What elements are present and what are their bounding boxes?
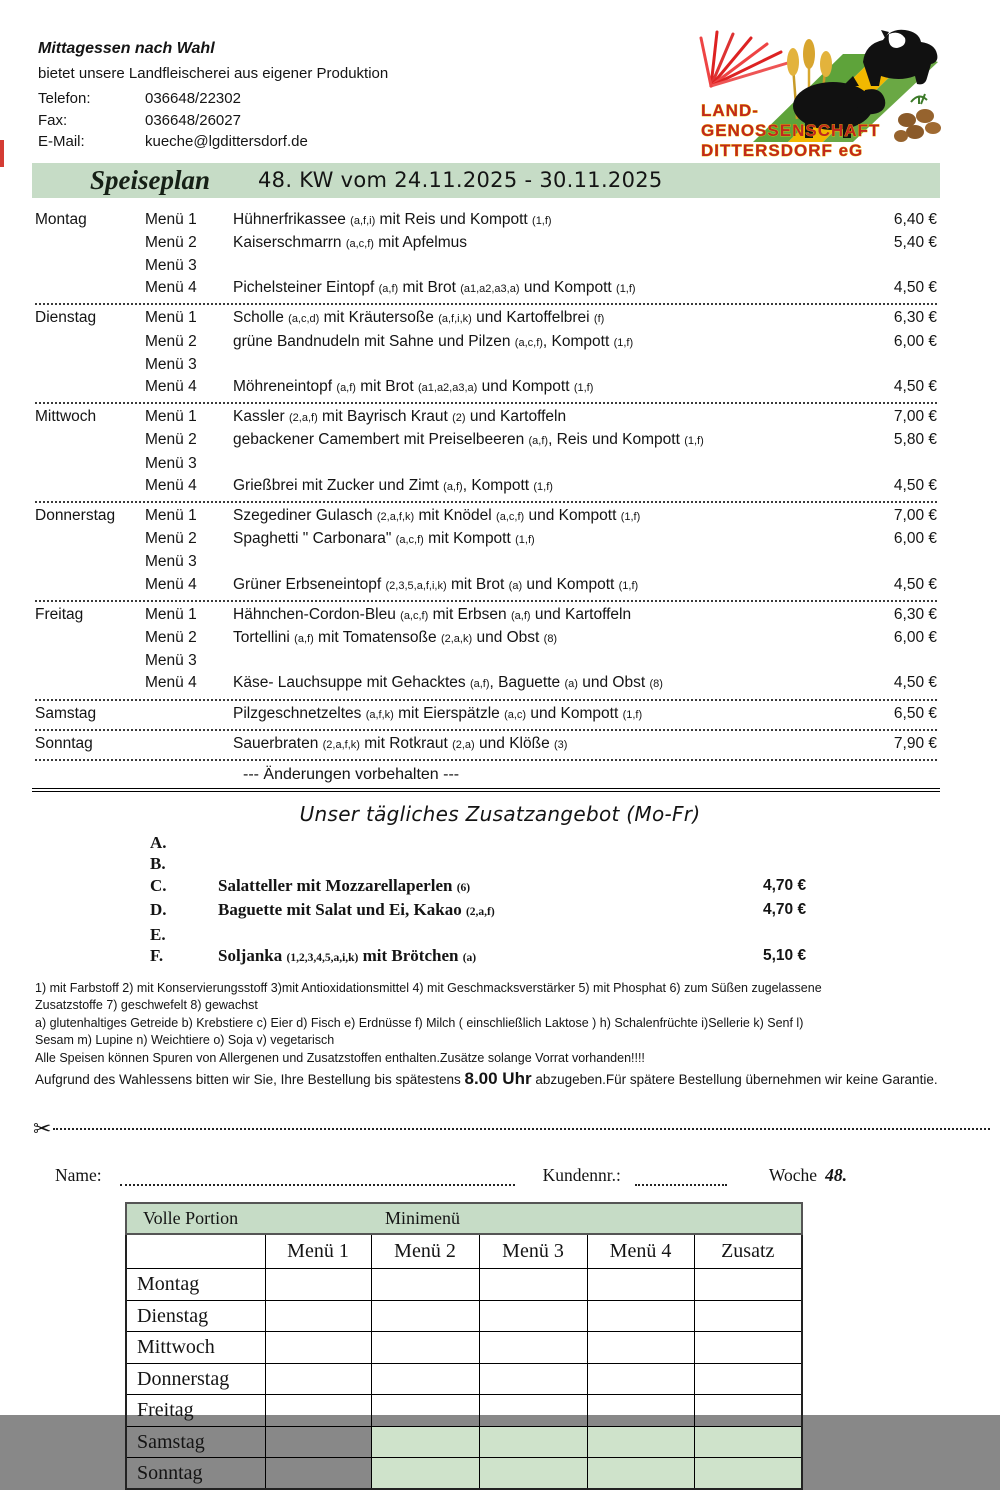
deadline-time: 8.00 Uhr [464, 1069, 532, 1089]
allergen-codes: (a,f) [469, 678, 490, 691]
order-cell[interactable] [479, 1363, 587, 1395]
dish-name [233, 255, 849, 277]
allergen-codes: (a,f) [528, 435, 549, 448]
potatoes-icon [894, 94, 941, 142]
allergen-codes: (6) [456, 881, 471, 894]
company-logo [693, 24, 945, 162]
menu-row [35, 354, 937, 376]
extras-row [150, 853, 1000, 875]
name-field[interactable] [120, 1166, 515, 1186]
allergen-codes: (1,f) [618, 579, 639, 592]
order-cell[interactable] [694, 1363, 802, 1395]
allergen-codes: (1,f) [573, 381, 594, 394]
table-day-cell: Montag [126, 1269, 265, 1301]
extras-price: 5,10 € [763, 947, 807, 965]
dish-name [233, 551, 849, 573]
customer-number-field[interactable] [635, 1166, 727, 1186]
order-cell[interactable] [479, 1426, 587, 1458]
dish-price: 4,50 € [893, 279, 937, 297]
dish-price: 6,50 € [893, 704, 937, 722]
menu-row [35, 307, 937, 330]
menu-row [35, 703, 937, 726]
menu-number-label: Menü 1 [145, 210, 197, 228]
order-cell[interactable] [694, 1300, 802, 1332]
order-cell[interactable] [694, 1332, 802, 1364]
dish-price: 5,80 € [893, 431, 937, 449]
order-cell[interactable] [265, 1332, 371, 1364]
table-day-cell: Mittwoch [126, 1332, 265, 1364]
telefon-value: 036648/22302 [145, 90, 241, 107]
extras-row [150, 832, 1000, 854]
day-label [35, 429, 145, 452]
column-header-menü-4: Menü 4 [587, 1234, 694, 1269]
day-label [35, 331, 145, 354]
menu-number-label: Menü 2 [145, 530, 197, 548]
allergen-codes: (1,f) [613, 336, 634, 349]
table-row [126, 1426, 802, 1458]
allergen-codes: (2,3,5,a,f,i,k) [385, 579, 447, 592]
extras-row [150, 924, 1000, 946]
menu-number-label: Menü 4 [145, 279, 197, 297]
footnote-line: 1) mit Farbstoff 2) mit Konservierungsstoff 3)mit Antioxidationsmittel 4) mit Geschmacksverstärker 5) mit Phosphat 6) zum Süßen zugelassene [35, 980, 822, 995]
menu-row [35, 277, 937, 300]
allergen-codes: (a1,a2,a3,a) [460, 283, 520, 296]
extras-letter: A. [150, 832, 167, 852]
table-row [126, 1395, 802, 1427]
changes-note: --- Änderungen vorbehalten --- [243, 765, 460, 783]
order-cell[interactable] [587, 1395, 694, 1427]
cut-dotted-line [53, 1128, 990, 1130]
allergen-codes: (2,a,f,k) [376, 510, 415, 523]
menu-number-label: Menü 4 [145, 377, 197, 395]
menu-number-label: Menü 4 [145, 575, 197, 593]
menu-number-label: Menü 1 [145, 506, 197, 524]
menu-row [35, 429, 937, 452]
day-label: Montag [35, 210, 87, 228]
allergen-codes: (2,a) [452, 738, 475, 751]
dish-name: Pilzgeschnetzeltes (a,f,k) mit Eierspätzle (a,c) und Kompott (1,f) [233, 704, 643, 722]
dish-name [233, 354, 849, 376]
menu-number-label: Menü 3 [145, 256, 197, 274]
allergen-codes: (a,c,f) [496, 510, 525, 523]
dish-price: 6,30 € [893, 605, 937, 623]
menu-row [35, 376, 937, 399]
allergen-codes: (a,f) [378, 283, 399, 296]
menu-number-label: Menü 2 [145, 233, 197, 251]
order-cell[interactable] [587, 1269, 694, 1301]
extras-title: Unser tägliches Zusatzangebot (Mo-Fr) [299, 801, 701, 826]
day-label [35, 551, 145, 573]
allergen-codes: (1,f) [616, 283, 636, 296]
order-cell[interactable] [479, 1332, 587, 1364]
menu-row [35, 574, 937, 597]
dish-name: Grüner Erbseneintopf (2,3,5,a,f,i,k) mit Brot (a) und Kompott (1,f) [233, 575, 639, 593]
footnote-line: Sesam m) Lupine n) Weichtiere o) Soja v) vegetarisch [35, 1033, 335, 1048]
extras-dish: Soljanka (1,2,3,4,5,a,i,k) mit Brötchen (a) [218, 946, 477, 966]
menu-row [35, 406, 937, 429]
scissors-icon: ✂ [33, 1115, 52, 1141]
menu-row [35, 733, 937, 756]
order-cell[interactable] [479, 1458, 587, 1490]
order-cell[interactable] [694, 1395, 802, 1427]
day-label [35, 650, 145, 672]
dish-name: Hühnerfrikassee (a,f,i) mit Reis und Kompott (1,f) [233, 210, 552, 228]
dish-price: 5,40 € [893, 233, 937, 251]
deadline-pre: Aufgrund des Wahlessens bitten wir Sie, Ihre Bestellung bis spätestens [35, 1072, 465, 1088]
dish-price: 4,50 € [893, 377, 937, 395]
allergen-disclaimer: Alle Speisen können Spuren von Allergenen und Zusatzstoffen enthalten.Zusätze solange Vorrat vorhanden!!!! [35, 1050, 645, 1065]
dish-name: gebackener Camembert mit Preiselbeeren (a,f), Reis und Kompott (1,f) [233, 431, 704, 449]
extras-letter: E. [150, 924, 166, 944]
allergen-codes: (8) [543, 632, 558, 645]
extras-price [763, 832, 1000, 854]
allergen-codes: (2,a,f) [465, 906, 495, 919]
allergen-codes: (a) [564, 678, 578, 691]
dish-name: Käse- Lauchsuppe mit Gehacktes (a,f), Baguette (a) und Obst (8) [233, 674, 663, 692]
extras-dish [218, 853, 763, 875]
title-band [32, 163, 940, 198]
column-header-zusatz: Zusatz [694, 1234, 802, 1269]
order-cell[interactable] [694, 1458, 802, 1490]
extras-row [150, 899, 1000, 924]
week-range: 48. KW vom 24.11.2025 - 30.11.2025 [258, 168, 663, 192]
menu-row [35, 650, 937, 672]
logo-text-line3: DITTERSDORF eG [701, 141, 864, 160]
day-label: Mittwoch [35, 408, 97, 426]
table-row [126, 1269, 802, 1301]
menu-row [35, 475, 937, 498]
day-label [35, 232, 145, 255]
day-block [35, 731, 937, 761]
table-row [126, 1300, 802, 1332]
header-subtitle: bietet unsere Landfleischerei aus eigener Produktion [38, 65, 389, 82]
day-label [35, 627, 145, 650]
day-block [35, 305, 937, 404]
logo-graphic [693, 24, 945, 162]
order-cell[interactable] [694, 1426, 802, 1458]
table-day-cell: Sonntag [126, 1458, 265, 1490]
dish-price: 6,40 € [893, 210, 937, 228]
day-label [35, 672, 145, 695]
order-table [125, 1202, 803, 1490]
menu-number-label [145, 733, 233, 756]
allergen-codes: (1,f) [532, 214, 552, 227]
order-cell[interactable] [371, 1426, 479, 1458]
order-cell[interactable] [371, 1363, 479, 1395]
menu-number-label: Menü 1 [145, 605, 197, 623]
order-cell[interactable] [479, 1395, 587, 1427]
allergen-codes: (a1,a2,a3,a) [417, 381, 478, 394]
dish-price [849, 650, 937, 672]
menu-row [35, 505, 937, 528]
menu-days [35, 207, 937, 761]
day-label [35, 453, 145, 475]
dish-name: Scholle (a,c,d) mit Kräutersoße (a,f,i,k) und Kartoffelbrei (f) [233, 309, 605, 327]
mini-menu-label: Minimenü [385, 1207, 460, 1228]
menu-row [35, 232, 937, 255]
allergen-codes: (1,f) [533, 480, 553, 493]
menu-number-label [145, 703, 233, 726]
menu-number-label: Menü 1 [145, 309, 197, 327]
table-day-cell: Freitag [126, 1395, 265, 1427]
dish-price: 6,00 € [893, 332, 937, 350]
dish-name: Sauerbraten (2,a,f,k) mit Rotkraut (2,a) und Klöße (3) [233, 734, 568, 752]
extras-price [763, 924, 1000, 946]
telefon-label: Telefon: [38, 90, 91, 107]
allergen-codes: (2,a,f,k) [322, 738, 360, 751]
extras-dish [218, 832, 763, 854]
extras-row [150, 875, 1000, 900]
allergen-codes: (8) [649, 678, 663, 691]
allergen-codes: (a,f) [336, 381, 356, 394]
dish-price: 7,00 € [893, 506, 937, 524]
extras-price [763, 853, 1000, 875]
dish-name: Grießbrei mit Zucker und Zimt (a,f), Kompott (1,f) [233, 476, 553, 494]
table-row [126, 1458, 802, 1490]
order-cell[interactable] [371, 1458, 479, 1490]
dish-name: grüne Bandnudeln mit Sahne und Pilzen (a,c,f), Kompott (1,f) [233, 332, 634, 350]
contact-block [38, 88, 458, 153]
table-band-cell [126, 1203, 802, 1234]
dish-price: 6,00 € [893, 530, 937, 548]
table-day-cell: Donnerstag [126, 1363, 265, 1395]
fax-value: 036648/26027 [145, 111, 241, 129]
dish-name: Möhreneintopf (a,f) mit Brot (a1,a2,a3,a) und Kompott (1,f) [233, 377, 594, 395]
allergen-codes: (2,a,k) [440, 632, 473, 645]
menu-row [35, 255, 937, 277]
table-row [126, 1332, 802, 1364]
order-cell[interactable] [694, 1269, 802, 1301]
table-day-cell: Samstag [126, 1426, 265, 1458]
allergen-codes: (a,c,f) [514, 336, 543, 349]
day-label [35, 475, 145, 498]
day-label: Freitag [35, 605, 84, 623]
scan-edge-mark [0, 140, 4, 167]
allergen-codes: (a,f,i,k) [438, 313, 472, 326]
customer-number-label: Kundennr.: [542, 1164, 621, 1185]
footnotes [35, 980, 965, 1089]
name-label: Name: [55, 1164, 102, 1185]
menu-number-label: Menü 2 [145, 431, 197, 449]
day-label [35, 528, 145, 551]
dish-price: 4,50 € [893, 575, 937, 593]
dish-name: Hähnchen-Cordon-Bleu (a,c,f) mit Erbsen (a,f) und Kartoffeln [233, 605, 632, 623]
menu-row [35, 528, 937, 551]
extras-price: 4,70 € [763, 901, 807, 919]
order-cell[interactable] [265, 1458, 371, 1490]
dish-price [849, 453, 937, 475]
allergen-codes: (a,f) [294, 632, 314, 645]
allergen-codes: (a,c,f) [400, 609, 429, 622]
extras-dish: Baguette mit Salat und Ei, Kakao (2,a,f) [218, 900, 495, 920]
day-label: Dienstag [35, 309, 97, 327]
dish-price: 6,30 € [893, 309, 937, 327]
sun-rays-icon [701, 32, 791, 86]
menu-number-label: Menü 3 [145, 454, 197, 472]
day-label [35, 277, 145, 300]
dish-price: 4,50 € [893, 476, 937, 494]
dish-price: 4,50 € [893, 674, 937, 692]
menu-row [35, 627, 937, 650]
day-block [35, 503, 937, 602]
extras-dish: Salatteller mit Mozzarellaperlen (6) [218, 875, 471, 895]
day-block [35, 602, 937, 701]
menu-row [35, 551, 937, 573]
order-cell[interactable] [587, 1363, 694, 1395]
week-label: Woche [768, 1164, 818, 1185]
menu-row [35, 209, 937, 232]
order-deadline-note [35, 1070, 965, 1089]
day-label [35, 255, 145, 277]
table-day-cell: Dienstag [126, 1300, 265, 1332]
column-header-empty [126, 1234, 265, 1269]
allergen-codes: (3) [554, 738, 568, 751]
deadline-post: abzugeben.Für spätere Bestellung übernehmen wir keine Garantie. [531, 1072, 938, 1088]
menu-number-label: Menü 4 [145, 674, 197, 692]
menu-row [35, 604, 937, 627]
menu-number-label: Menü 3 [145, 553, 197, 571]
dish-price: 7,00 € [893, 408, 937, 426]
allergen-codes: (a,f,i) [350, 214, 376, 227]
day-label [35, 574, 145, 597]
order-cell[interactable] [371, 1332, 479, 1364]
order-cell[interactable] [265, 1395, 371, 1427]
email-label: E-Mail: [38, 133, 85, 150]
day-label [35, 376, 145, 399]
allergen-codes: (1,2,3,4,5,a,i,k) [286, 952, 359, 965]
order-cell[interactable] [587, 1426, 694, 1458]
allergen-codes: (f) [593, 313, 605, 326]
allergen-codes: (2,a,f) [289, 412, 318, 425]
order-cell[interactable] [479, 1300, 587, 1332]
section-divider [32, 788, 940, 792]
dish-price: 7,90 € [893, 734, 937, 752]
footnote-line: Zusatzstoffe 7) geschwefelt 8) gewachst [35, 998, 258, 1013]
order-cell[interactable] [371, 1300, 479, 1332]
day-label: Samstag [35, 704, 97, 722]
menu-number-label: Menü 2 [145, 332, 197, 350]
extras-row [150, 945, 1000, 970]
order-cell[interactable] [371, 1395, 479, 1427]
day-label: Sonntag [35, 734, 93, 752]
day-block [35, 207, 937, 306]
menu-row [35, 672, 937, 695]
cut-line [33, 1115, 990, 1141]
menu-row [35, 453, 937, 475]
order-table-body [126, 1203, 802, 1490]
menu-number-label: Menü 2 [145, 628, 197, 646]
allergen-codes: (1,f) [684, 435, 704, 448]
menu-number-label: Menü 3 [145, 652, 197, 670]
allergen-codes: (a,f) [510, 609, 531, 622]
dish-name: Szegediner Gulasch (2,a,f,k) mit Knödel (a,c,f) und Kompott (1,f) [233, 506, 641, 524]
allergen-codes: (a,f,k) [365, 708, 394, 721]
extras-price: 4,70 € [763, 876, 807, 894]
day-label: Donnerstag [35, 506, 116, 524]
dish-price: 6,00 € [893, 628, 937, 646]
allergen-codes: (2) [452, 412, 466, 425]
page-title: Speiseplan [90, 164, 211, 195]
cow-icon [863, 30, 937, 86]
extras-letter: C. [150, 875, 167, 895]
extras-letter: F. [150, 946, 164, 966]
dish-name [233, 650, 849, 672]
extras-letter: B. [150, 854, 166, 874]
allergen-codes: (a) [508, 579, 523, 592]
day-block [35, 404, 937, 503]
email-value: kueche@lgdittersdorf.de [145, 133, 308, 150]
table-header-row [126, 1234, 802, 1269]
menu-row [35, 331, 937, 354]
logo-text-line1: LAND- [701, 101, 759, 120]
extras-letter: D. [150, 900, 167, 920]
allergen-codes: (a,c) [504, 708, 527, 721]
dish-name: Pichelsteiner Eintopf (a,f) mit Brot (a1,a2,a3,a) und Kompott (1,f) [233, 279, 636, 297]
header-title: Mittagessen nach Wahl [38, 40, 215, 57]
menu-number-label: Menü 3 [145, 355, 197, 373]
allergen-codes: (1,f) [620, 510, 641, 523]
dish-name: Tortellini (a,f) mit Tomatensoße (2,a,k) und Obst (8) [233, 628, 558, 646]
column-header-menü-2: Menü 2 [371, 1234, 479, 1269]
dish-name: Spaghetti " Carbonara" (a,c,f) mit Kompott (1,f) [233, 530, 535, 548]
extras-section [0, 802, 1000, 970]
allergen-codes: (a,c,f) [345, 237, 374, 250]
allergen-codes: (a,f) [443, 480, 463, 493]
dish-price [849, 255, 937, 277]
logo-text-line2: GENOSSENSCHAFT [701, 121, 881, 140]
fax-label: Fax: [38, 111, 68, 129]
dish-name: Kassler (2,a,f) mit Bayrisch Kraut (2) und Kartoffeln [233, 408, 567, 426]
menu-number-label: Menü 4 [145, 476, 197, 494]
dish-name [233, 453, 849, 475]
order-cell[interactable] [479, 1269, 587, 1301]
order-cell[interactable] [265, 1269, 371, 1301]
table-band-row [126, 1203, 802, 1234]
day-label [35, 354, 145, 376]
order-cell[interactable] [265, 1363, 371, 1395]
order-cell[interactable] [587, 1300, 694, 1332]
dish-price [849, 551, 937, 573]
allergen-codes: (1,f) [622, 708, 643, 721]
order-cell[interactable] [265, 1426, 371, 1458]
order-cell[interactable] [587, 1458, 694, 1490]
dish-name: Kaiserschmarrn (a,c,f) mit Apfelmus [233, 233, 467, 251]
allergen-codes: (a) [462, 952, 477, 965]
full-portion-label: Volle Portion [143, 1207, 239, 1228]
extras-list [150, 832, 1000, 970]
allergen-codes: (1,f) [515, 534, 535, 547]
dish-price [849, 354, 937, 376]
week-value: 48. [825, 1164, 847, 1185]
order-cell[interactable] [265, 1300, 371, 1332]
extras-dish [218, 924, 763, 946]
table-row [126, 1363, 802, 1395]
day-block [35, 701, 937, 731]
order-form-header [55, 1165, 1000, 1186]
footnote-line: a) glutenhaltiges Getreide b) Krebstiere c) Eier d) Fisch e) Erdnüsse f) Milch ( einschließlich Laktose ) h) Schalenfrüchte i)Sellerie k) Senf l) [35, 1015, 804, 1030]
allergen-codes: (a,c,f) [395, 534, 424, 547]
column-header-menü-3: Menü 3 [479, 1234, 587, 1269]
column-header-menü-1: Menü 1 [265, 1234, 371, 1269]
menu-number-label: Menü 1 [145, 408, 197, 426]
allergen-codes: (a,c,d) [288, 313, 320, 326]
order-cell[interactable] [371, 1269, 479, 1301]
order-cell[interactable] [587, 1332, 694, 1364]
